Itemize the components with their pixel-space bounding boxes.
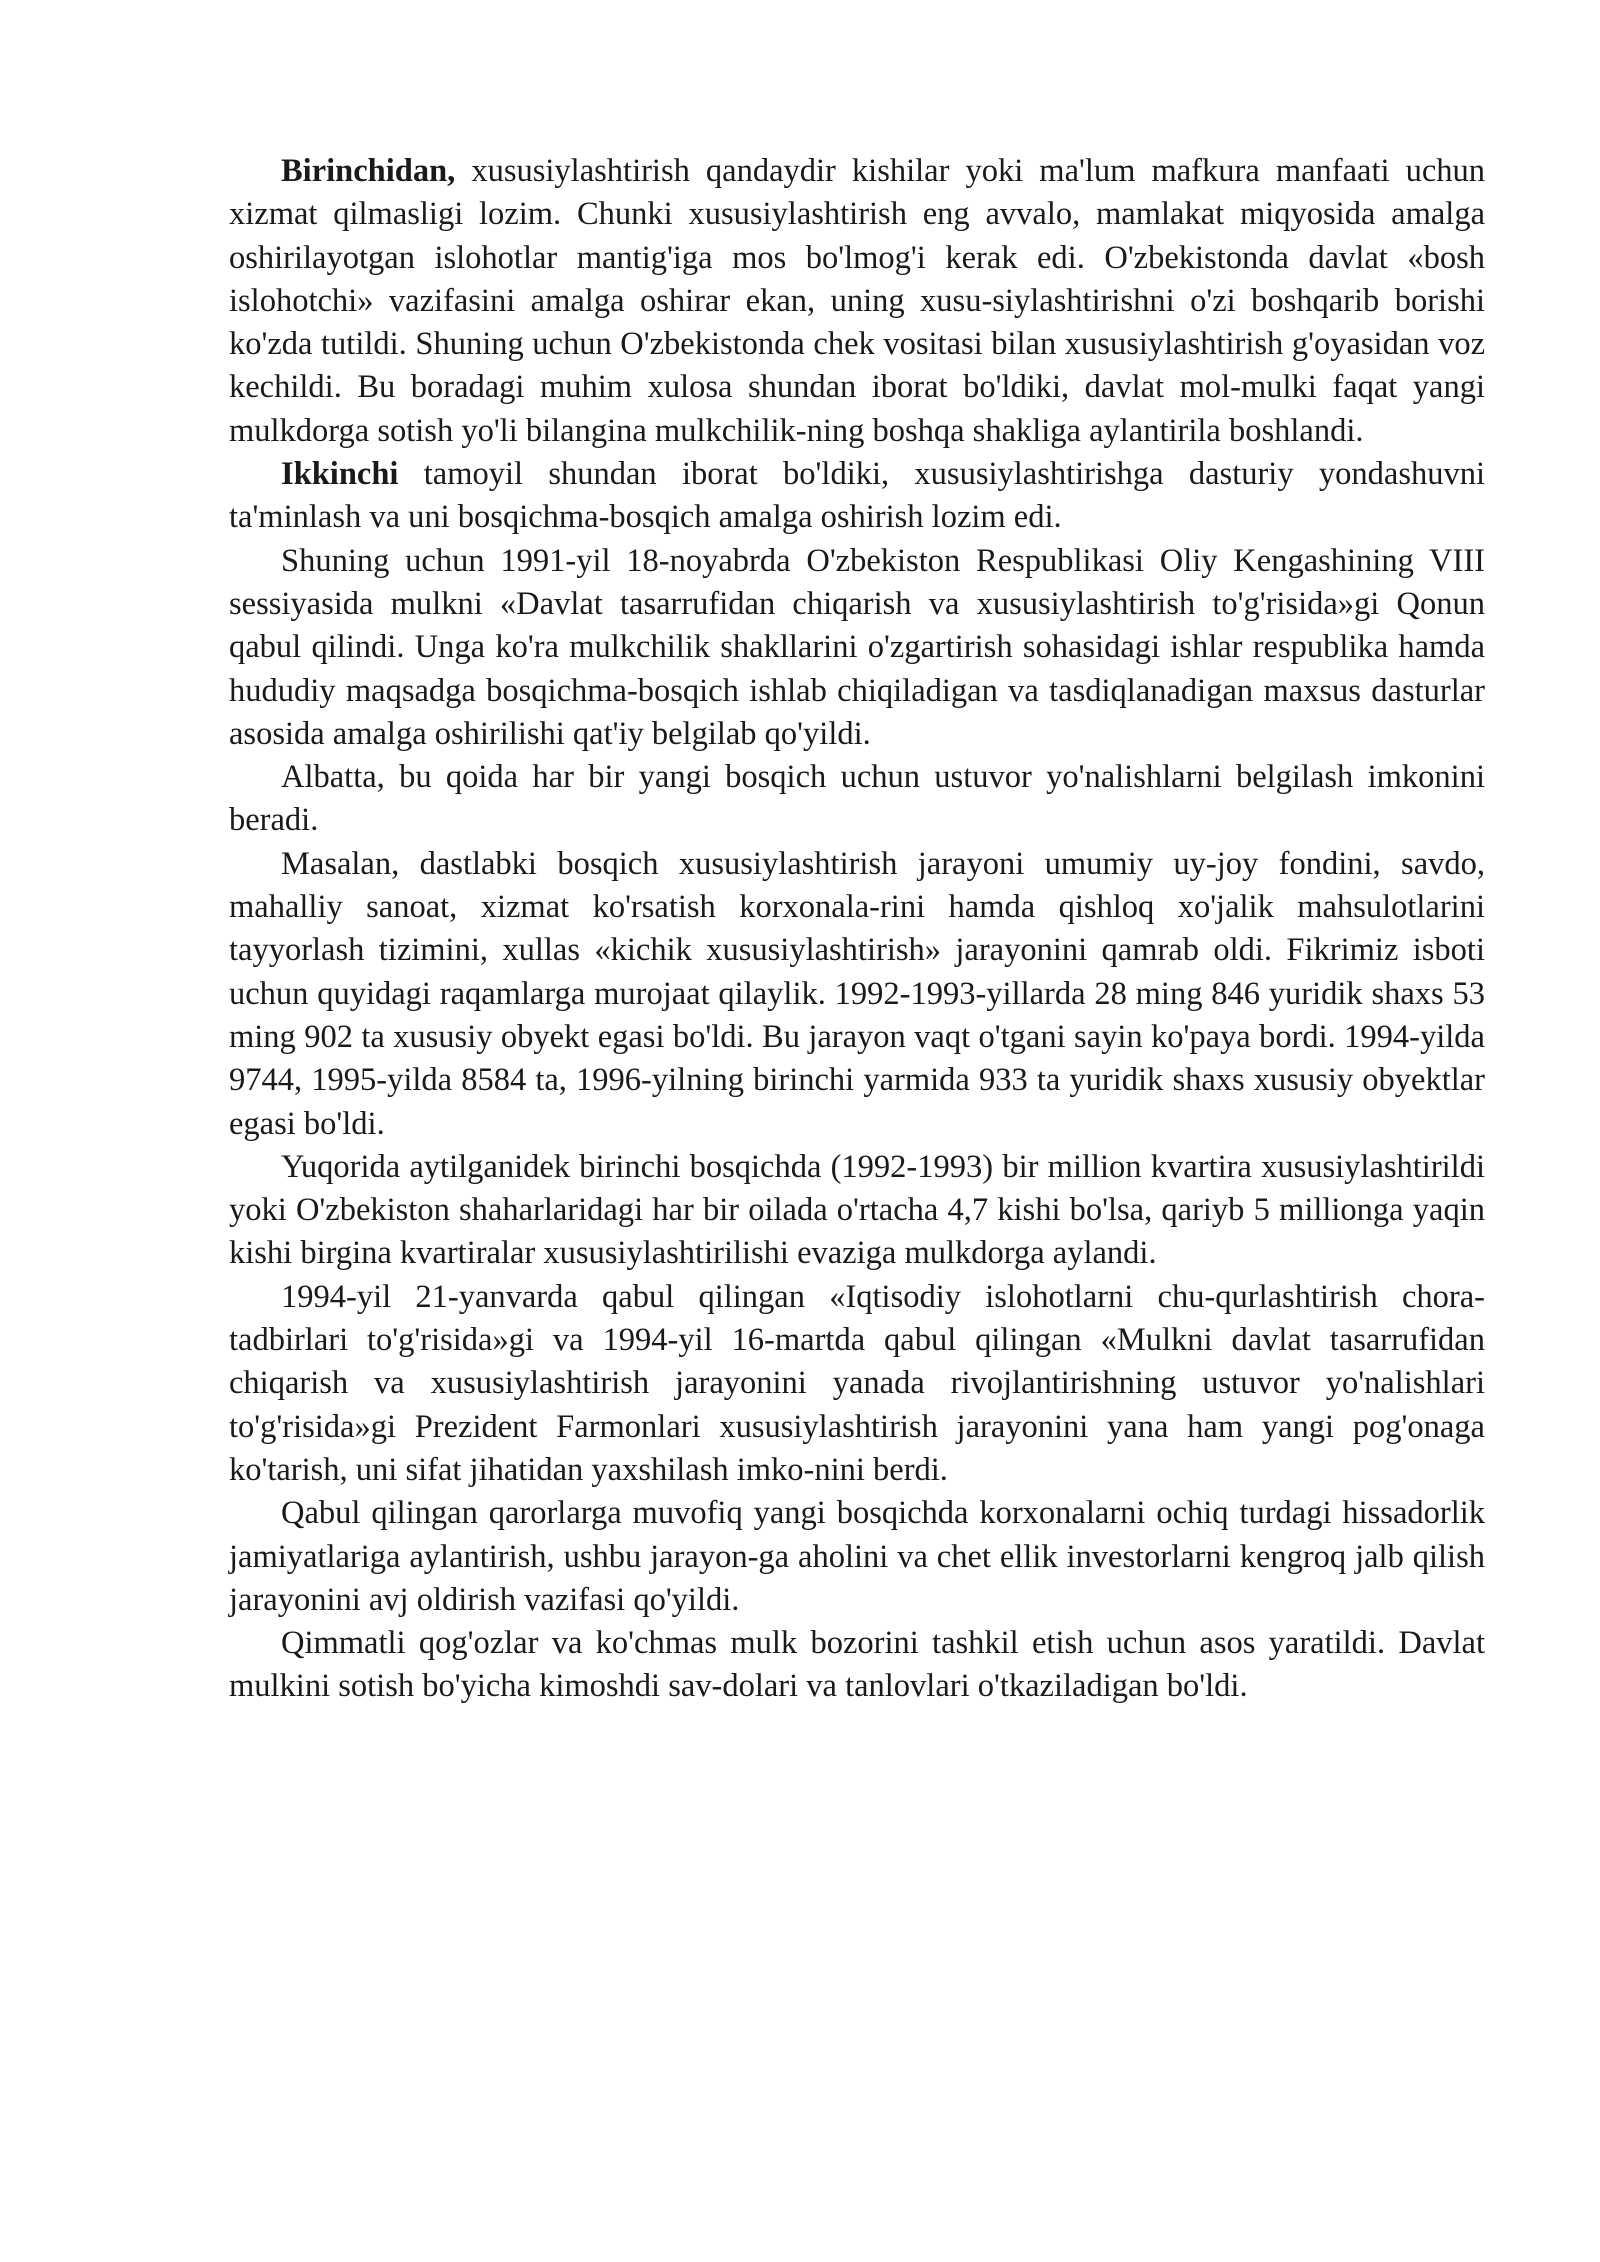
paragraph-text: Shuning uchun 1991-yil 18-noyabrda O'zbekiston Respublikasi Oliy Kengashining VIII sessiyasida mulkni «Davlat tasarrufidan chiqarish va xususiylashtirish to'g'risida»gi Qonun qabul qilindi. Unga ko'ra mulkchilik shakllarini o'zgartirish sohasidagi ishlar respublika hamda hududiy maqsadga bosqichma-bosqich ishlab chiqiladigan va tasdiqlanadigan maxsus dasturlar asosida amalga oshirilishi qat'iy belgilab qo'yildi. [229, 542, 1485, 752]
paragraph-4 [229, 756, 1485, 843]
paragraph-text: Yuqorida aytilganidek birinchi bosqichda (1992-1993) bir million kvartira xususiylashtirildi yoki O'zbekiston shaharlaridagi har bir oilada o'rtacha 4,7 kishi bo'lsa, qariyb 5 millionga yaqin kishi birgina kvartiralar xususiylashtirilishi evaziga mulkdorga aylandi. [229, 1148, 1485, 1272]
paragraph-text: Albatta, bu qoida har bir yangi bosqich uchun ustuvor yo'nalishlarni belgilash imkonini beradi. [229, 759, 1485, 839]
paragraph-3 [229, 540, 1485, 756]
paragraph-1 [229, 150, 1485, 453]
paragraph-2 [229, 453, 1485, 540]
paragraph-text: xususiylashtirish qandaydir kishilar yoki ma'lum mafkura manfaati uchun xizmat qilmasligi lozim. Chunki xususiylashtirish eng avvalo, mamlakat miqyosida amalga oshirilayotgan islohotlar mantig'iga mos bo'lmog'i kerak edi. O'zbekistonda davlat «bosh islohotchi» vazifasini amalga oshirar ekan, uning xusu-siylashtirishni o'zi boshqarib borishi ko'zda tutildi. Shuning uchun O'zbekistonda chek vositasi bilan xususiylashtirish g'oyasidan voz kechildi. Bu boradagi muhim xulosa shundan iborat bo'ldiki, davlat mol-mulki faqat yangi mulkdorga sotish yo'li bilangina mulkchilik-ning boshqa shakliga aylantirila boshlandi. [229, 153, 1485, 449]
paragraph-text: Masalan, dastlabki bosqich xususiylashtirish jarayoni umumiy uy-joy fondini, savdo, mahalliy sanoat, xizmat ko'rsatish korxonala-rini hamda qishloq xo'jalik mahsulotlarini tayyorlash tizimini, xullas «kichik xususiylashtirish» jarayonini qamrab oldi. Fikrimiz isboti uchun quyidagi raqamlarga murojaat qilaylik. 1992-1993-yillarda 28 ming 846 yuridik shaxs 53 ming 902 ta xususiy obyekt egasi bo'ldi. Bu jarayon vaqt o'tgani sayin ko'paya bordi. 1994-yilda 9744, 1995-yilda 8584 ta, 1996-yilning birinchi yarmida 933 ta yuridik shaxs xususiy obyektlar egasi bo'ldi. [229, 845, 1485, 1142]
paragraph-5 [229, 843, 1485, 1146]
paragraph-text: 1994-yil 21-yanvarda qabul qilingan «Iqtisodiy islohotlarni chu-qurlashtirish chora-tadbirlari to'g'risida»gi va 1994-yil 16-martda qabul qilingan «Mulkni davlat tasarrufidan chiqarish va xususiylashtirish jarayonini yanada rivojlantirishning ustuvor yo'nalishlari to'g'risida»gi Prezident Farmonlari xususiylashtirish jarayonini yana ham yangi pog'onaga ko'tarish, uni sifat jihatidan yaxshilash imko-nini berdi. [229, 1278, 1485, 1488]
paragraph-9 [229, 1622, 1485, 1709]
paragraph-lead: Birinchidan, [281, 153, 456, 189]
paragraph-lead: Ikkinchi [281, 456, 399, 493]
paragraph-6 [229, 1146, 1485, 1276]
paragraph-text: Qabul qilingan qarorlarga muvofiq yangi bosqichda korxonalarni ochiq turdagi hissadorlik jamiyatlariga aylantirish, ushbu jarayon-ga aholini va chet ellik investorlarni kengroq jalb qilish jarayonini avj oldirish vazifasi qo'yildi. [229, 1495, 1485, 1618]
paragraph-7 [229, 1276, 1485, 1492]
paragraph-text: Qimmatli qog'ozlar va ko'chmas mulk bozorini tashkil etish uchun asos yaratildi. Davlat mulkini sotish bo'yicha kimoshdi sav-dolari va tanlovlari o'tkaziladigan bo'ldi. [229, 1625, 1485, 1705]
paragraph-text: tamoyil shundan iborat bo'ldiki, xususiylashtirishga dasturiy yondashuvni ta'minlash va uni bosqichma-bosqich amalga oshirish lozim edi. [229, 456, 1485, 536]
document-page [229, 150, 1485, 1709]
paragraph-8 [229, 1492, 1485, 1622]
